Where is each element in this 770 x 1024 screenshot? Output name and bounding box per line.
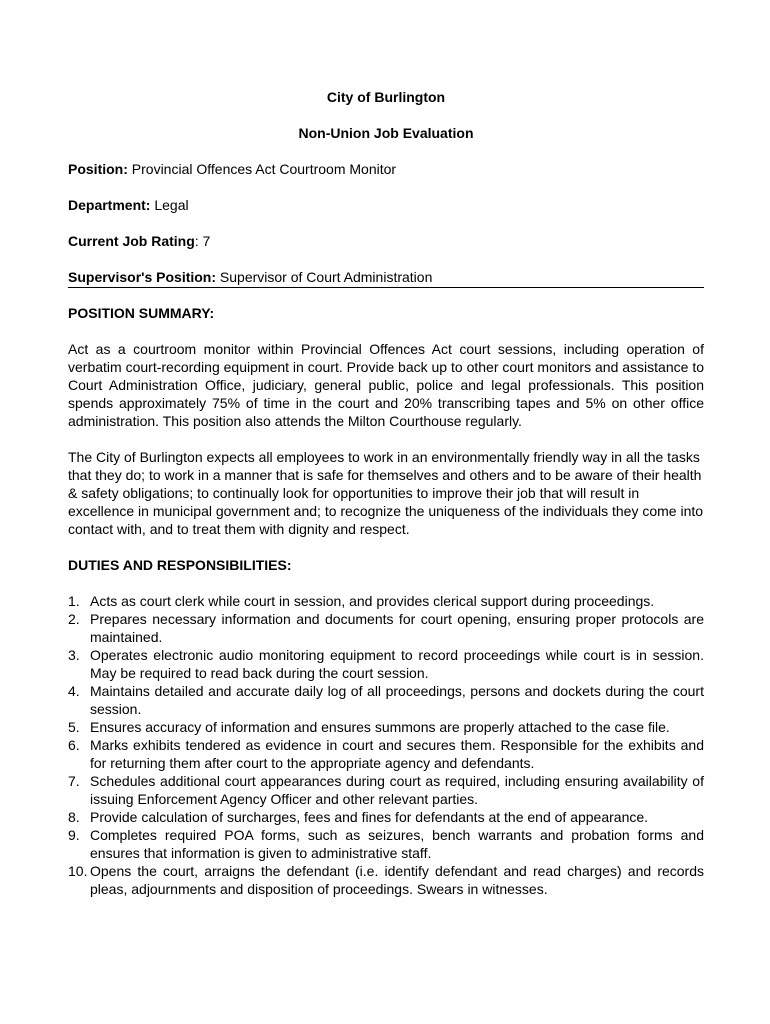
job-rating-label: Current Job Rating (68, 233, 195, 249)
list-item (68, 862, 704, 898)
organization-title: City of Burlington (326, 89, 446, 105)
position-summary-heading: POSITION SUMMARY: (68, 305, 215, 321)
supervisor-field (68, 268, 704, 288)
list-item (68, 736, 704, 772)
list-item (68, 718, 704, 736)
list-item-number: 7. (68, 773, 80, 789)
list-item-number: 5. (68, 719, 80, 735)
list-item (68, 592, 704, 610)
supervisor-value: Supervisor of Court Administration (219, 269, 433, 285)
position-value: Provincial Offences Act Courtroom Monitor (131, 161, 397, 177)
list-item-text: Opens the court, arraigns the defendant (i.e. identify defendant and read charges) and records pleas, adjournments and disposition of proceedings. Swears in witnesses. (90, 863, 704, 897)
department-label: Department: (68, 197, 151, 213)
document-content (68, 88, 704, 898)
list-item (68, 808, 704, 826)
list-item-number: 8. (68, 809, 80, 825)
list-item-text: Maintains detailed and accurate daily log of all proceedings, persons and dockets during the court session. (90, 683, 704, 717)
list-item-number: 4. (68, 683, 80, 699)
job-rating-field (68, 232, 704, 250)
position-label: Position: (68, 161, 128, 177)
duties-list (68, 592, 704, 898)
list-item-number: 2. (68, 611, 80, 627)
list-item-number: 3. (68, 647, 80, 663)
job-rating-value: : 7 (194, 233, 211, 249)
list-item-text: Provide calculation of surcharges, fees and fines for defendants at the end of appearance. (90, 809, 649, 825)
city-expectations-paragraph: The City of Burlington expects all employees to work in an environmentally friendly way in all the tasks that they do; to work in a manner that is safe for themselves and others and to be aware of their health & safety obligations; to continually look for opportunities to improve their job that will result in excellence in municipal government and; to recognize the uniqueness of the individuals they come into contact with, and to treat them with dignity and respect. (68, 449, 704, 537)
supervisor-label: Supervisor's Position: (68, 269, 217, 285)
summary-paragraph: Act as a courtroom monitor within Provincial Offences Act court sessions, including operation of verbatim court-recording equipment in court. Provide back up to other court monitors and assistance to Court Administration Office, judiciary, general public, police and legal professionals. This position spends approximately 75% of time in the court and 20% transcribing tapes and 5% on other office administration. This position also attends the Milton Courthouse regularly. (68, 341, 704, 429)
department-value: Legal (154, 197, 189, 213)
list-item (68, 646, 704, 682)
list-item-text: Schedules additional court appearances during court as required, including ensuring availability of issuing Enforcement Agency Officer and other relevant parties. (90, 773, 704, 807)
list-item-number: 6. (68, 737, 80, 753)
list-item-text: Operates electronic audio monitoring equipment to record proceedings while court is in session. May be required to read back during the court session. (90, 647, 704, 681)
list-item-text: Completes required POA forms, such as seizures, bench warrants and probation forms and ensures that information is given to administrative staff. (90, 827, 704, 861)
list-item-number: 1. (68, 593, 80, 609)
list-item-number: 10. (68, 863, 88, 879)
list-item (68, 826, 704, 862)
list-item-number: 9. (68, 827, 80, 843)
duties-heading: DUTIES AND RESPONSIBILITIES: (68, 557, 292, 573)
department-field (68, 196, 704, 214)
document-title: Non-Union Job Evaluation (298, 125, 474, 141)
list-item-text: Acts as court clerk while court in session, and provides clerical support during proceedings. (90, 593, 655, 609)
position-field (68, 160, 704, 178)
list-item-text: Marks exhibits tendered as evidence in court and secures them. Responsible for the exhibits and for returning them after court to the appropriate agency and defendants. (90, 737, 704, 771)
list-item-text: Ensures accuracy of information and ensures summons are properly attached to the case file. (90, 719, 670, 735)
list-item-text: Prepares necessary information and documents for court opening, ensuring proper protocols are maintained. (90, 611, 704, 645)
list-item (68, 610, 704, 646)
list-item (68, 682, 704, 718)
list-item (68, 772, 704, 808)
